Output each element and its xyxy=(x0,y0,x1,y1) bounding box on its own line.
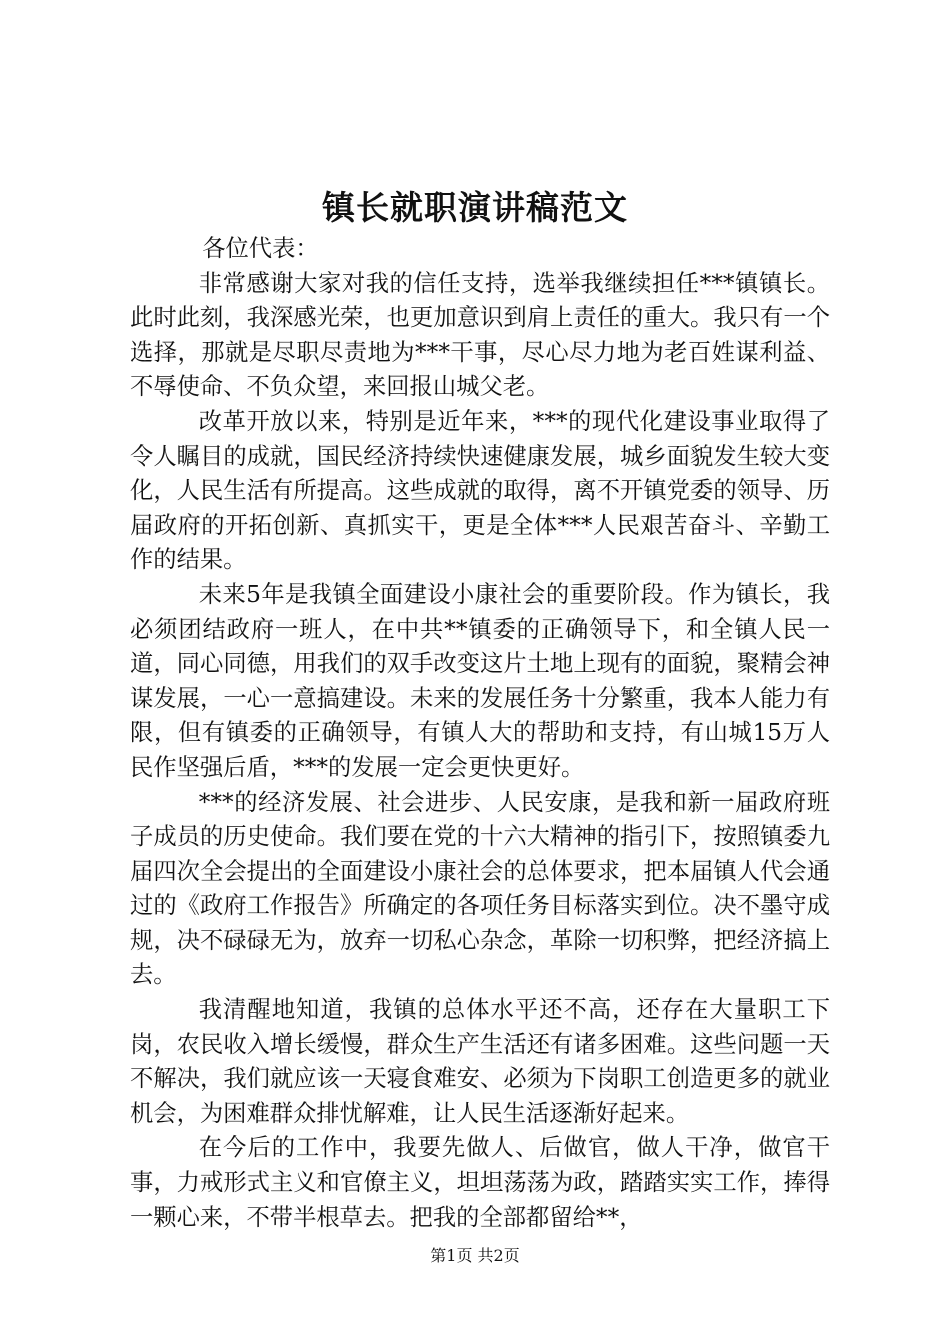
body-paragraph: 我清醒地知道，我镇的总体水平还不高，还存在大量职工下岗，农民收入增长缓慢，群众生产生活还有诸多困难。这些问题一天不解决，我们就应该一天寝食难安、必须为下岗职工创造更多的就业机会，为困难群众排忧解难，让人民生活逐渐好起来。 xyxy=(130,996,830,1127)
salutation-paragraph: 各位代表： xyxy=(202,235,319,262)
body-paragraph: 在今后的工作中，我要先做人、后做官，做人干净，做官干事，力戒形式主义和官僚主义，坦坦荡荡为政，踏踏实实工作，捧得一颗心来，不带半根草去。把我的全部都留给**， xyxy=(130,1134,830,1231)
document-title: 镇长就职演讲稿范文 xyxy=(322,188,628,227)
body-paragraph: ***的经济发展、社会进步、人民安康，是我和新一届政府班子成员的历史使命。我们要在党的十六大精神的指引下，按照镇委九届四次全会提出的全面建设小康社会的总体要求，把本届镇人代会通过的《政府工作报告》所确定的各项任务目标落实到位。决不墨守成规，决不碌碌无为，放弃一切私心杂念，革除一切积弊，把经济搞上去。 xyxy=(130,788,830,989)
body-paragraph: 非常感谢大家对我的信任支持，选举我继续担任***镇镇长。此时此刻，我深感光荣，也更加意识到肩上责任的重大。我只有一个选择，那就是尽职尽责地为***干事，尽心尽力地为老百姓谋利益、不辱使命、不负众望，来回报山城父老。 xyxy=(130,269,830,401)
body-paragraph: 未来5年是我镇全面建设小康社会的重要阶段。作为镇长，我必须团结政府一班人，在中共**镇委的正确领导下，和全镇人民一道，同心同德，用我们的双手改变这片土地上现有的面貌，聚精会神谋发展，一心一意搞建设。未来的发展任务十分繁重，我本人能力有限，但有镇委的正确领导，有镇人大的帮助和支持，有山城15万人民作坚强后盾，***的发展一定会更快更好。 xyxy=(130,580,830,781)
document-body xyxy=(130,232,830,1235)
page-number-footer: 第1页 共2页 xyxy=(430,1246,520,1265)
body-paragraph: 改革开放以来，特别是近年来，***的现代化建设事业取得了令人瞩目的成就，国民经济持续快速健康发展，城乡面貌发生较大变化，人民生活有所提高。这些成就的取得，离不开镇党委的领导、历届政府的开拓创新、真抓实干，更是全体***人民艰苦奋斗、辛勤工作的结果。 xyxy=(130,407,830,574)
